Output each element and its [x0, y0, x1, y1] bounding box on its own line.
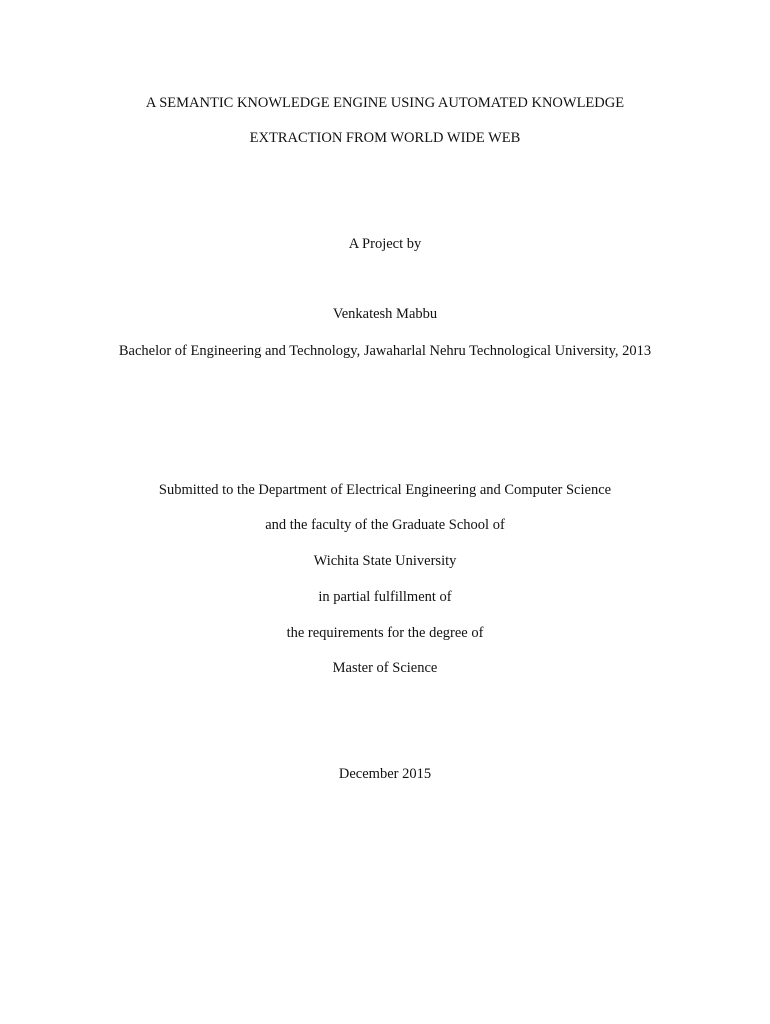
title-line-1: A SEMANTIC KNOWLEDGE ENGINE USING AUTOMATED KNOWLEDGE — [145, 95, 625, 111]
author-degree: Bachelor of Engineering and Technology, Jawaharlal Nehru Technological University, 2013 — [118, 343, 652, 359]
submission-line-3: Wichita State University — [313, 553, 457, 569]
submission-line-4: in partial fulfillment of — [318, 589, 452, 605]
submission-line-1: Submitted to the Department of Electrical Engineering and Computer Science — [158, 482, 612, 498]
submission-line-5: the requirements for the degree of — [286, 625, 484, 641]
byline: A Project by — [348, 236, 422, 252]
submission-line-2: and the faculty of the Graduate School of — [265, 517, 505, 533]
author-name: Venkatesh Mabbu — [332, 306, 438, 322]
submission-date: December 2015 — [338, 766, 432, 782]
degree-name: Master of Science — [332, 660, 438, 676]
title-line-2: EXTRACTION FROM WORLD WIDE WEB — [249, 130, 521, 146]
